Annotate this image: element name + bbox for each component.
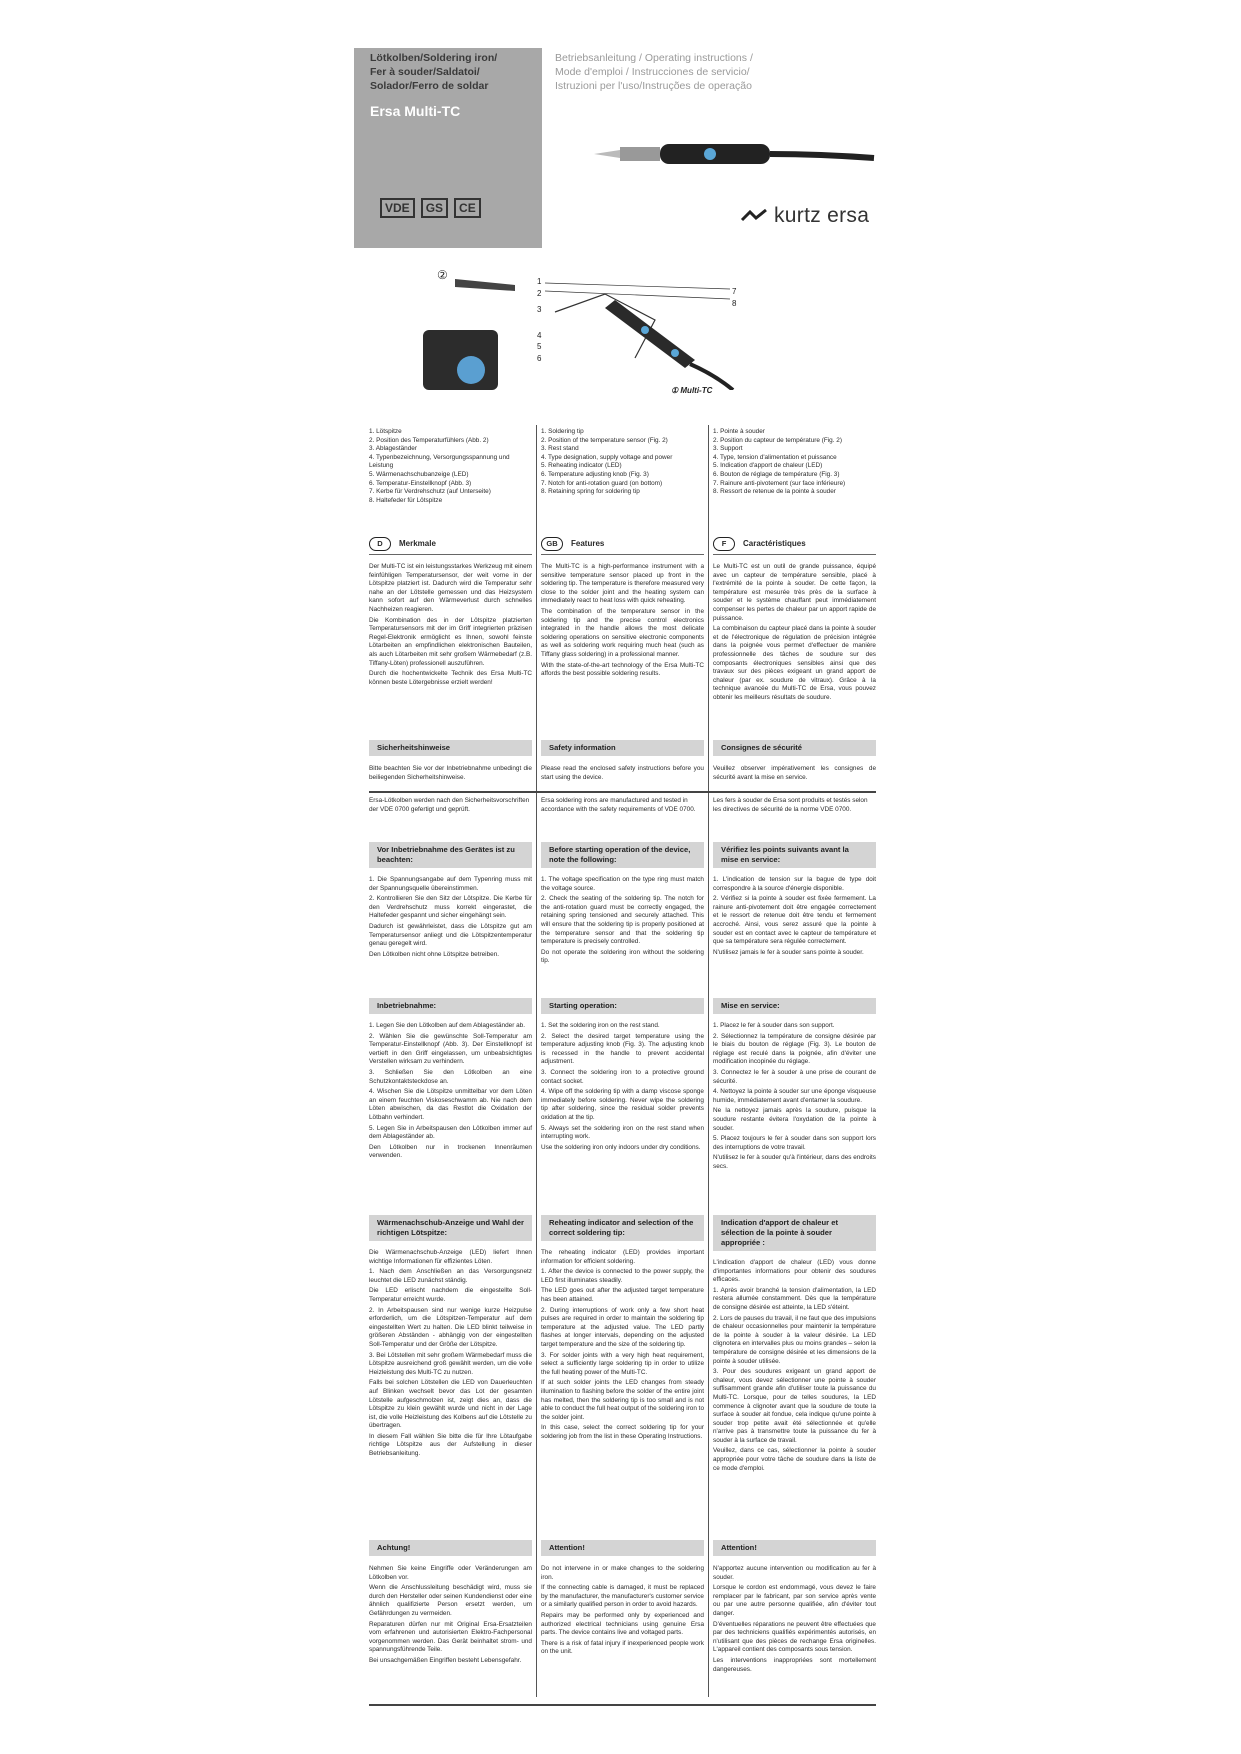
part-item: 6. Temperature adjusting knob (Fig. 3) (541, 470, 649, 478)
features-header-de (369, 537, 532, 555)
start-en (541, 998, 704, 1154)
before-item: 1. Die Spannungsangabe auf dem Typenring muss mit der Spannungsquelle übereinstimmen. (369, 876, 532, 892)
reheat-item: In this case, select the correct soldering tip for your soldering job from the list in these Operating Instructions. (541, 1424, 704, 1440)
start-item: 1. Set the soldering iron on the rest stand. (541, 1022, 660, 1029)
reheat-title-en: Reheating indicator and selection of the correct soldering tip: (541, 1215, 704, 1241)
attention-item: If the connecting cable is damaged, it must be replaced by the manufacturer, the manufacturer's customer service or a similarly qualified person in order to avoid hazards. (541, 1584, 704, 1609)
safety-title-de: Sicherheitshinweise (369, 740, 532, 756)
before-fr (713, 842, 876, 959)
fig1-label: ① Multi-TC (671, 386, 713, 395)
reheat-fr (713, 1215, 876, 1475)
callout-6: 6 (537, 353, 542, 363)
start-item: 1. Placez le fer à souder dans son support. (713, 1022, 835, 1029)
fig2-label: ② (437, 268, 448, 282)
fig2-tip-image (455, 273, 535, 293)
model-name: Ersa Multi-TC (370, 103, 461, 119)
start-fr (713, 998, 876, 1174)
callout-5: 5 (537, 342, 542, 351)
before-de (369, 842, 532, 961)
reheat-item: 1. Nach dem Anschließen an das Versorgungsnetz leuchtet die LED zunächst ständig. (369, 1268, 532, 1284)
features-title-en: Features (571, 538, 605, 548)
start-item: 2. Select the desired target temperature using the temperature adjusting knob (Fig. 3). The adjusting knob is recessed in the handle to prevent accidental adjustment. (541, 1032, 704, 1066)
attention-fr (713, 1540, 876, 1676)
before-en (541, 842, 704, 968)
features-paragraph: Die Kombination des in der Lötspitze platzierten Temperatursensors mit der im Griff integrierten präzisen Regel-Elektronik ermöglicht es Ihnen, sowohl feinste Lötarbeiten an empfindlichen elektronischen Bauteilen, als auch Lötarbeiten mit sehr großem Wärmebedarf (z.B. Tiffany-Löten) professionell auszuführen. (369, 616, 532, 667)
part-item: 2. Position du capteur de température (Fig. 2) (713, 436, 842, 444)
features-title-fr: Caractéristiques (743, 538, 806, 548)
part-item: 3. Rest stand (541, 445, 579, 453)
attention-de (369, 1540, 532, 1668)
before-item: 1. L'indication de tension sur la bague de type doit correspondre à la source d'énergie disponible. (713, 876, 876, 892)
start-item: 3. Connectez le fer à souder à une prise de courant de sécurité. (713, 1068, 876, 1085)
start-item: 5. Always set the soldering iron on the rest stand when interrupting work. (541, 1124, 704, 1141)
before-item: Dadurch ist gewährleistet, dass die Lötspitze gut am Temperatursensor anliegt und die Lötspitzentemperatur genau geregelt wird. (369, 922, 532, 948)
attention-item: Bei unsachgemäßen Eingriffen besteht Lebensgefahr. (369, 1656, 522, 1664)
callout-3: 3 (537, 305, 542, 314)
part-item: 7. Notch for anti-rotation guard (on bottom) (541, 479, 663, 487)
part-item: 2. Position des Temperaturfühlers (Abb. 2) (369, 436, 489, 444)
before-title-de: Vor Inbetriebnahme des Gerätes ist zu beachten: (369, 842, 532, 868)
product-line-title: Lötkolben/Soldering iron/ Fer à souder/Saldatoi/ Solador/Ferro de soldar (370, 52, 498, 92)
parts-list-en (541, 428, 704, 497)
reheat-item: 1. After the device is connected to the power supply, the LED first illuminates steadily. (541, 1268, 704, 1284)
manual-titles: Betriebsanleitung / Operating instructions / Mode d'emploi / Instrucciones de servicio/ Istruzioni per l'uso/Instruções de operação (555, 52, 753, 92)
features-fr (713, 537, 876, 705)
part-item: 1. Lötspitze (369, 428, 402, 435)
start-item: 2. Wählen Sie die gewünschte Soll-Temperatur am Temperatur-Einstellknopf (Abb. 3). Der Einstellknopf ist vertieft in den Griff eingelassen, um unbeabsichtigtes Verstellen wirksam zu verhindern. (369, 1032, 532, 1066)
start-title-en: Starting operation: (541, 998, 704, 1014)
attention-item: N'apportez aucune intervention ou modification au fer à souder. (713, 1565, 876, 1581)
part-item: 8. Ressort de retenue de la pointe à souder (713, 488, 836, 496)
reheat-item: The reheating indicator (LED) provides important information for efficient soldering. (541, 1249, 704, 1265)
part-item: 4. Type designation, supply voltage and power (541, 453, 673, 461)
callout-7: 7 (732, 287, 737, 296)
features-header-fr (713, 537, 876, 555)
attention-item: Les interventions inappropriées sont mortellement dangereuses. (713, 1656, 876, 1673)
before-item: 2. Check the seating of the soldering tip. The notch for the anti-rotation guard must be correctly engaged, the retaining spring tensioned and securely attached. This will ensure that the soldering tip is properly positioned at the temperature sensor and that the soldering tip temperature is precisely controlled. (541, 895, 704, 946)
callouts-left (537, 276, 541, 364)
reheat-item: 2. In Arbeitspausen sind nur wenige kurze Heizpulse erforderlich, um die Lötspitzen-Temperatur auf dem eingestellten Wert zu halten. Die LED blinkt teilweise in größeren Abständen - abhängig von der eingestellten Soll-Temperatur und der Größe der Lötspitze. (369, 1306, 532, 1348)
reheat-en (541, 1215, 704, 1443)
features-paragraph: The Multi-TC is a high-performance instrument with a sensitive temperature sensor placed up front in the soldering tip. The temperature is therefore measured very close to the solder joint and the heating system can immediately react to heat loss with quick reheating. (541, 563, 704, 605)
attention-title-en: Attention! (541, 1540, 704, 1556)
reheat-de (369, 1215, 532, 1461)
certification-marks (380, 198, 481, 218)
part-item: 1. Soldering tip (541, 428, 584, 435)
reheat-item: 1. Après avoir branché la tension d'alimentation, la LED restera allumée constamment. Dès que la température de consigne désirée est atteinte, la LED s'éteint. (713, 1286, 876, 1311)
part-item: 3. Support (713, 445, 743, 453)
before-item: 2. Kontrollieren Sie den Sitz der Lötspitze. Die Kerbe für den Verdrehschutz muss korrekt eingerastet, die Haltefeder gespannt und sicher eingehängt sein. (369, 895, 532, 920)
attention-item: Lorsque le cordon est endommagé, vous devez le faire remplacer par le fabricant, par son service après vente ou par une autre personne qualifiée, afin d'éviter tout danger. (713, 1584, 876, 1617)
safety-text-fr: Veuillez observer impérativement les consignes de sécurité avant la mise en service. (713, 765, 876, 781)
start-item: 4. Nettoyez la pointe à souder sur une éponge visqueuse humide, immédiatement avant d'entamer la soudure. (713, 1088, 876, 1104)
part-item: 8. Retaining spring for soldering tip (541, 488, 640, 496)
callout-2: 2 (537, 288, 542, 298)
part-item: 2. Position of the temperature sensor (Fig. 2) (541, 436, 668, 444)
gs-mark-icon: GS (421, 198, 448, 218)
before-title-en: Before starting operation of the device, note the following: (541, 842, 704, 868)
reheat-item: In diesem Fall wählen Sie bitte die für Ihre Lötaufgabe richtige Lötspitze aus der Aufstellung in dieser Betriebsanleitung. (369, 1432, 532, 1458)
soldering-iron-image (590, 130, 875, 180)
main-iron-illustration (545, 280, 735, 390)
start-item: 1. Legen Sie den Lötkolben auf dem Ablageständer ab. (369, 1022, 525, 1029)
reheat-item: The LED goes out after the adjusted target temperature has been attained. (541, 1287, 704, 1303)
part-item: 3. Ablageständer (369, 445, 417, 453)
bottom-divider (369, 1704, 876, 1706)
part-item: 4. Typenbezeichnung, Versorgungsspannung und Leistung (369, 453, 510, 470)
reheat-item: 3. Bei Lötstellen mit sehr großem Wärmebedarf muss die Lötspitze ausreichend groß gewählt werden, um die volle Heizleistung des Multi-TC zu nutzen. (369, 1351, 532, 1376)
safety-title-fr: Consignes de sécurité (713, 740, 876, 756)
reheat-item: L'indication d'apport de chaleur (LED) vous donne d'importantes informations pour obtenir des soudures efficaces. (713, 1259, 876, 1284)
brand-logo (740, 204, 869, 228)
vde-note-en: Ersa soldering irons are manufactured and tested in accordance with the safety requirements of VDE 0700. (541, 797, 696, 813)
start-item: 2. Sélectionnez la température de consigne désirée par le biais du bouton de réglage (Fig. 3). Le bouton de réglage est reculé dans la poignée, afin d'éviter une modification incopinée du réglage. (713, 1032, 876, 1066)
reheat-item: Die Wärmenachschub-Anzeige (LED) liefert Ihnen wichtige Informationen für effizientes Löten. (369, 1249, 532, 1265)
attention-item: Do not intervene in or make changes to the soldering iron. (541, 1565, 704, 1581)
attention-item: Repairs may be performed only by experienced and authorized electrical technicians using genuine Ersa parts. The device contains live and voltaged parts. (541, 1611, 704, 1637)
part-item: 4. Type, tension d'alimentation et puissance (713, 453, 837, 461)
start-item: 5. Legen Sie in Arbeitspausen den Lötkolben immer auf dem Ablageständer ab. (369, 1124, 532, 1141)
features-paragraph: La combinaison du capteur placé dans la pointe à souder et de l'électronique de régulation de précision intégrée dans la poignée vous permet d'effectuer de manière professionnelle des tâches de soudure sur des composants électroniques sensibles ainsi que des travaux sur des pièces exigeant un grand apport de chaleur (par ex. soudure de vitraux). Grâce à la technique avancée du Multi-TC de Ersa, vous pouvez obtenir les meilleurs résultats de soudure. (713, 625, 876, 701)
features-title-de: Merkmale (399, 538, 436, 548)
reheat-item: Veuillez, dans ce cas, sélectionner la pointe à souder appropriée pour votre tâche de soudure dans la liste de ce mode d'emploi. (713, 1447, 876, 1472)
start-item: Ne la nettoyez jamais après la soudure, puisque la soudure restante évitera l'oxydation de la pointe à souder. (713, 1107, 876, 1132)
section-divider (369, 791, 876, 793)
vde-mark-icon: VDE (380, 198, 415, 218)
start-item: 4. Wischen Sie die Lötspitze unmittelbar vor dem Löten an einem feuchten Viskoseschwamm ab. Nie nach dem Löten abwischen, da das Restlot die Oxidation der Lötbahn verhindert. (369, 1088, 532, 1121)
features-paragraph: Durch die hochentwickelte Technik des Ersa Multi-TC können beste Lötergebnisse erzielt werden! (369, 670, 532, 686)
start-item: 4. Wipe off the soldering tip with a damp viscose sponge immediately before soldering. Never wipe the soldering tip after soldering, since the residual solder prevents oxidation at the tip. (541, 1088, 704, 1121)
callout-8: 8 (732, 299, 737, 308)
attention-en (541, 1540, 704, 1659)
part-item: 6. Bouton de réglage de température (Fig. 3) (713, 470, 840, 478)
column-separator-1 (536, 425, 537, 1697)
reheat-title-fr: Indication d'apport de chaleur et sélection de la pointe à souder appropriée : (713, 1215, 876, 1251)
attention-title-de: Achtung! (369, 1540, 532, 1556)
safety-text-en: Please read the enclosed safety instructions before you start using the device. (541, 765, 704, 781)
part-item: 6. Temperatur-Einstellknopf (Abb. 3) (369, 479, 472, 487)
before-item: 1. The voltage specification on the type ring must match the voltage source. (541, 876, 704, 892)
reheat-item: If at such solder joints the LED changes from steady illumination to flashing before the solder of the entire joint has melted, then the soldering tip is too small and is not able to conduct the full heat output of the soldering iron to the solder joint. (541, 1379, 704, 1421)
before-item: N'utilisez jamais le fer à souder sans pointe à souder. (713, 948, 864, 956)
parts-list-de (369, 428, 532, 505)
before-item: Den Lötkolben nicht ohne Lötspitze betreiben. (369, 950, 500, 958)
part-item: 5. Reheating indicator (LED) (541, 462, 622, 470)
reheat-item: 2. Lors de pauses du travail, il ne faut que des impulsions de chaleur occasionnelles pour maintenir la température de la pointe à souder à la valeur désirée. La LED clignotera en intervalles plus ou moins grandes – selon la température de consigne désirée et les dimensions de la pointe à souder utilisée. (713, 1314, 876, 1365)
before-item: Do not operate the soldering iron without the soldering tip. (541, 948, 704, 965)
attention-item: Reparaturen dürfen nur mit Original Ersa-Ersatzteilen vom erfahrenen und autorisierten Elektro-Fachpersonal vorgenommen werden. Das Gerät beinhaltet strom- und spannungsführende Teile. (369, 1620, 532, 1654)
features-paragraph: Der Multi-TC ist ein leistungsstarkes Werkzeug mit einem feinfühligen Temperatursensor, der weit vorne in der Lötspitze platziert ist. Dadurch wird die Temperatur sehr nahe an der Lötstelle gemessen und das Heizsystem kann sofort auf den Wärmeverlust durch schnelles Nachheizen reagieren. (369, 563, 532, 613)
attention-item: Wenn die Anschlussleitung beschädigt wird, muss sie durch den Hersteller oder seinen Kundendienst oder eine ähnlich qualifizierte Person ersetzt werden, um Gefährdungen zu vermeiden. (369, 1584, 532, 1617)
attention-title-fr: Attention! (713, 1540, 876, 1556)
features-en (541, 537, 704, 681)
attention-item: D'éventuelles réparations ne peuvent être effectuées que par des techniciens qualifiés expérimentés autorisés, en n'utilisant que des pièces de rechange Ersa originelles. L'appareil contient des composants sous tension. (713, 1620, 876, 1654)
part-item: 5. Wärmenachschubanzeige (LED) (369, 470, 469, 478)
column-separator-2 (708, 425, 709, 1697)
reheat-item: 3. For solder joints with a very high heat requirement, select a sufficiently large soldering tip in order to utilize the full heating power of the Multi-TC. (541, 1351, 704, 1376)
start-item: 5. Placez toujours le fer à souder dans son support lors des interruptions de votre travail. (713, 1135, 876, 1151)
part-item: 8. Haltefeder für Lötspitze (369, 496, 443, 504)
start-item: 3. Schließen Sie den Lötkolben an eine Schutzkontaktsteckdose an. (369, 1068, 532, 1085)
start-item: N'utilisez le fer à souder qu'à l'intérieur, dans des endroits secs. (713, 1154, 876, 1170)
safety-de (369, 740, 532, 784)
brand-name: kurtz ersa (774, 204, 870, 227)
kurtz-ersa-logo-icon (740, 208, 768, 224)
features-header-en (541, 537, 704, 555)
reheat-item: 2. During interruptions of work only a few short heat pulses are required in order to maintain the soldering tip temperature at the adjusted value. The LED partly flashes at longer intervals, depending on the adjusted target temperature and the size of the soldering tip. (541, 1306, 704, 1348)
parts-list-fr (713, 428, 876, 497)
attention-item: Nehmen Sie keine Eingriffe oder Veränderungen am Lötkolben vor. (369, 1565, 532, 1581)
reheat-item: 3. Pour des soudures exigeant un grand apport de chaleur, vous devez sélectionner une pointe à souder suffisamment grande afin d'utiliser toute la puissance du Multi-TC. Lorsque, pour de telles soudures, la LED commence à clignoter avant que la soudure de toute la surface à souder ait fondue, cela indique qu'une pointe à souder trop petite avait été sélectionnée et qu'elle n'arrive pas à transmettre toute la puissance du fer à souder à la surface de travail. (713, 1368, 876, 1444)
features-paragraph: With the state-of-the-art technology of the Ersa Multi-TC affords the best possible soldering results. (541, 661, 704, 678)
part-item: 7. Kerbe für Verdrehschutz (auf Unterseite) (369, 488, 491, 496)
before-title-fr: Vérifiez les points suivants avant la mise en service: (713, 842, 876, 868)
part-item: 7. Rainure anti-pivotement (sur face inférieure) (713, 479, 846, 487)
start-item: 3. Connect the soldering iron to a protective ground contact socket. (541, 1068, 704, 1085)
part-item: 1. Pointe à souder (713, 428, 765, 435)
features-paragraph: The combination of the temperature sensor in the soldering tip and the precise control electronics integrated in the handle allows the most delicate soldering operations on sensitive electronic components as well as soldering work requiring much heat (such as Tiffany glass soldering) in a professional manner. (541, 607, 704, 658)
lang-code-de: D (369, 537, 391, 551)
safety-en (541, 740, 704, 784)
reheat-title-de: Wärmenachschub-Anzeige und Wahl der richtigen Lötspitze: (369, 1215, 532, 1241)
start-title-fr: Mise en service: (713, 998, 876, 1014)
ce-mark-icon: CE (454, 198, 481, 218)
reheat-item: Die LED erlischt nachdem die eingestellte Soll-Temperatur erreicht wurde. (369, 1287, 532, 1303)
fig3-knob-image (423, 330, 498, 390)
start-item: Use the soldering iron only indoors under dry conditions. (541, 1143, 701, 1151)
start-de (369, 998, 532, 1163)
safety-text-de: Bitte beachten Sie vor der Inbetriebnahme unbedingt die beiliegenden Sicherheitshinweise. (369, 765, 532, 781)
reheat-item: Falls bei solchen Lötstellen die LED von Dauerleuchten auf Blinken wechselt bevor das Lot der gesamten Lötstelle aufgeschmolzen ist, zeigt dies an, dass die Lötspitze zu klein gewählt wurde und nicht in der Lage ist, die volle Heizleistung des Kolbens auf die Lötstelle zu übertragen. (369, 1379, 532, 1430)
callout-4: 4 (537, 330, 542, 340)
start-item: Den Lötkolben nur in trockenen Innenräumen verwenden. (369, 1143, 532, 1160)
safety-fr (713, 740, 876, 784)
before-item: 2. Vérifiez si la pointe à souder est fixée fermement. La rainure anti-pivotement doit être engagée correctement et le ressort de retenue doit être tendu et fermement accroché. Ainsi, vous serez assuré que la pointe à souder est en contact avec le capteur de température et que sa température sera régulée correctement. (713, 895, 876, 946)
start-title-de: Inbetriebnahme: (369, 998, 532, 1014)
vde-note-de: Ersa-Lötkolben werden nach den Sicherheitsvorschriften der VDE 0700 gefertigt und geprüft. (369, 797, 530, 813)
features-de (369, 537, 532, 689)
lang-code-f: F (713, 537, 735, 551)
safety-title-en: Safety information (541, 740, 704, 756)
part-item: 5. Indication d'apport de chaleur (LED) (713, 462, 823, 470)
lang-code-gb: GB (541, 537, 563, 551)
callout-1: 1 (537, 277, 542, 286)
features-paragraph: Le Multi-TC est un outil de grande puissance, équipé avec un capteur de température sensible, placé à l'extrémité de la pointe à souder. De cette façon, la température est mesurée très près de la surface à souder et le système chauffant peut immédiatement compenser les pertes de chaleur par un apport rapide de puissance. (713, 563, 876, 622)
attention-item: There is a risk of fatal injury if inexperienced people work on the unit. (541, 1639, 704, 1656)
vde-note-fr: Les fers à souder de Ersa sont produits et testés selon les directives de sécurité de la norme VDE 0700. (713, 797, 868, 813)
